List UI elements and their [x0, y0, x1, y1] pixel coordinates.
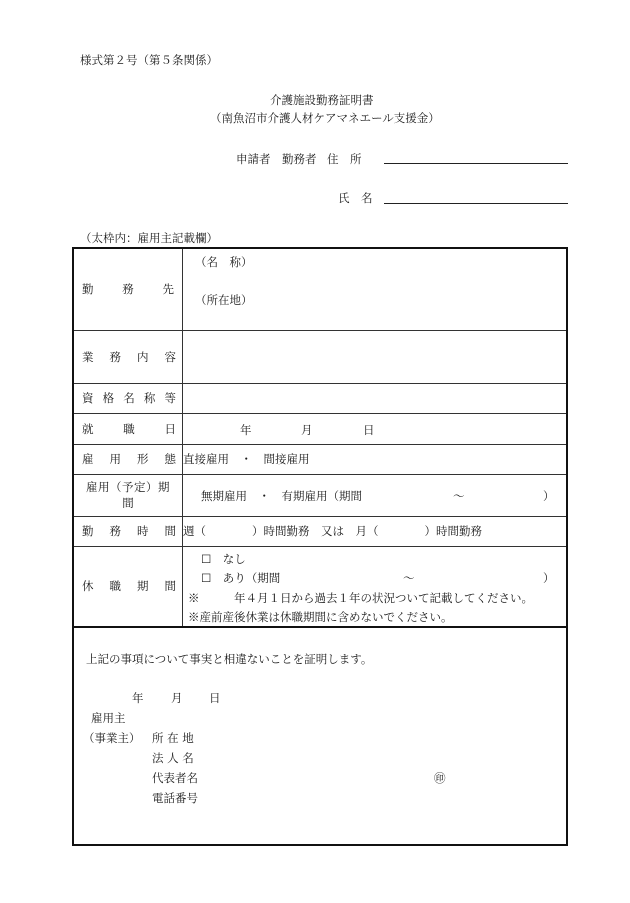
work-hours-field[interactable]: 週（ ）時間勤務 又は 月（ ）時間勤務	[183, 516, 568, 546]
start-date-label: 就 職 日	[73, 413, 183, 444]
cert-date-day: 日	[209, 691, 221, 705]
form-number: 様式第２号（第５条関係）	[80, 53, 218, 67]
work-hours-label: 勤 務 時 間	[73, 516, 183, 546]
name-field-line[interactable]	[384, 203, 568, 204]
table-row	[73, 330, 567, 383]
business-owner-label: （事業主）	[83, 731, 141, 745]
start-date-field[interactable]: 年 月 日	[183, 413, 568, 444]
qualification-field[interactable]	[183, 383, 568, 413]
table-row	[73, 248, 567, 330]
workplace-label: 勤 務 先	[73, 248, 183, 330]
employment-period-field[interactable]: 無期雇用 ・ 有期雇用（期間 〜 ）	[183, 474, 568, 516]
table-row	[73, 413, 567, 444]
address-field-line[interactable]	[384, 163, 568, 164]
seal-icon: ㊞	[434, 771, 446, 785]
workplace-name-label: （名 称）	[195, 255, 253, 269]
employment-type-label: 雇 用 形 態	[73, 444, 183, 474]
job-field[interactable]	[183, 330, 568, 383]
table-row	[73, 383, 567, 413]
table-row	[73, 516, 567, 546]
table-row	[73, 444, 567, 474]
employer-table	[72, 247, 568, 628]
certification-statement: 上記の事項について事実と相違ないことを証明します。	[86, 652, 373, 666]
location-label: 所 在 地	[152, 731, 194, 745]
employment-type-field[interactable]: 直接雇用 ・ 間接雇用	[183, 444, 568, 474]
table-caption: （太枠内：雇用主記載欄）	[80, 231, 218, 245]
employment-period-label: 雇用（予定）期 間	[73, 474, 183, 516]
representative-label: 代表者名	[152, 771, 198, 785]
job-label: 業 務 内 容	[73, 330, 183, 383]
document-subtitle: （南魚沼市介護人材ケアマネエール支援金）	[210, 111, 440, 125]
leave-field[interactable]: ☐ なし ☐ あり（期間 〜 ） ※ 年４月１日から過去１年の状況ついて記載してください。 ※産前産後休業は休職期間に含めないでください。	[183, 546, 568, 627]
corp-name-label: 法 人 名	[152, 751, 194, 765]
workplace-address-label: （所在地）	[195, 293, 253, 307]
cert-date-month: 月	[171, 691, 183, 705]
phone-label: 電話番号	[152, 791, 198, 805]
employer-label: 雇用主	[91, 711, 126, 725]
leave-option-none[interactable]: ☐ なし	[201, 551, 246, 566]
address-label: 住 所	[327, 152, 362, 166]
table-row	[73, 474, 567, 516]
applicant-label: 申請者 勤務者	[236, 152, 317, 166]
workplace-field[interactable]	[183, 248, 568, 330]
leave-option-yes[interactable]: ☐ あり（期間	[201, 570, 281, 585]
cert-date-year: 年	[132, 691, 144, 705]
name-label: 氏 名	[338, 191, 373, 205]
leave-note-1: ※ 年４月１日から過去１年の状況ついて記載してください。	[188, 590, 533, 605]
qualification-label: 資 格 名 称 等	[73, 383, 183, 413]
leave-label: 休 職 期 間	[73, 546, 183, 627]
leave-note-2: ※産前産後休業は休職期間に含めないでください。	[188, 609, 453, 624]
document-title: 介護施設勤務証明書	[270, 93, 374, 107]
table-row	[73, 546, 567, 627]
